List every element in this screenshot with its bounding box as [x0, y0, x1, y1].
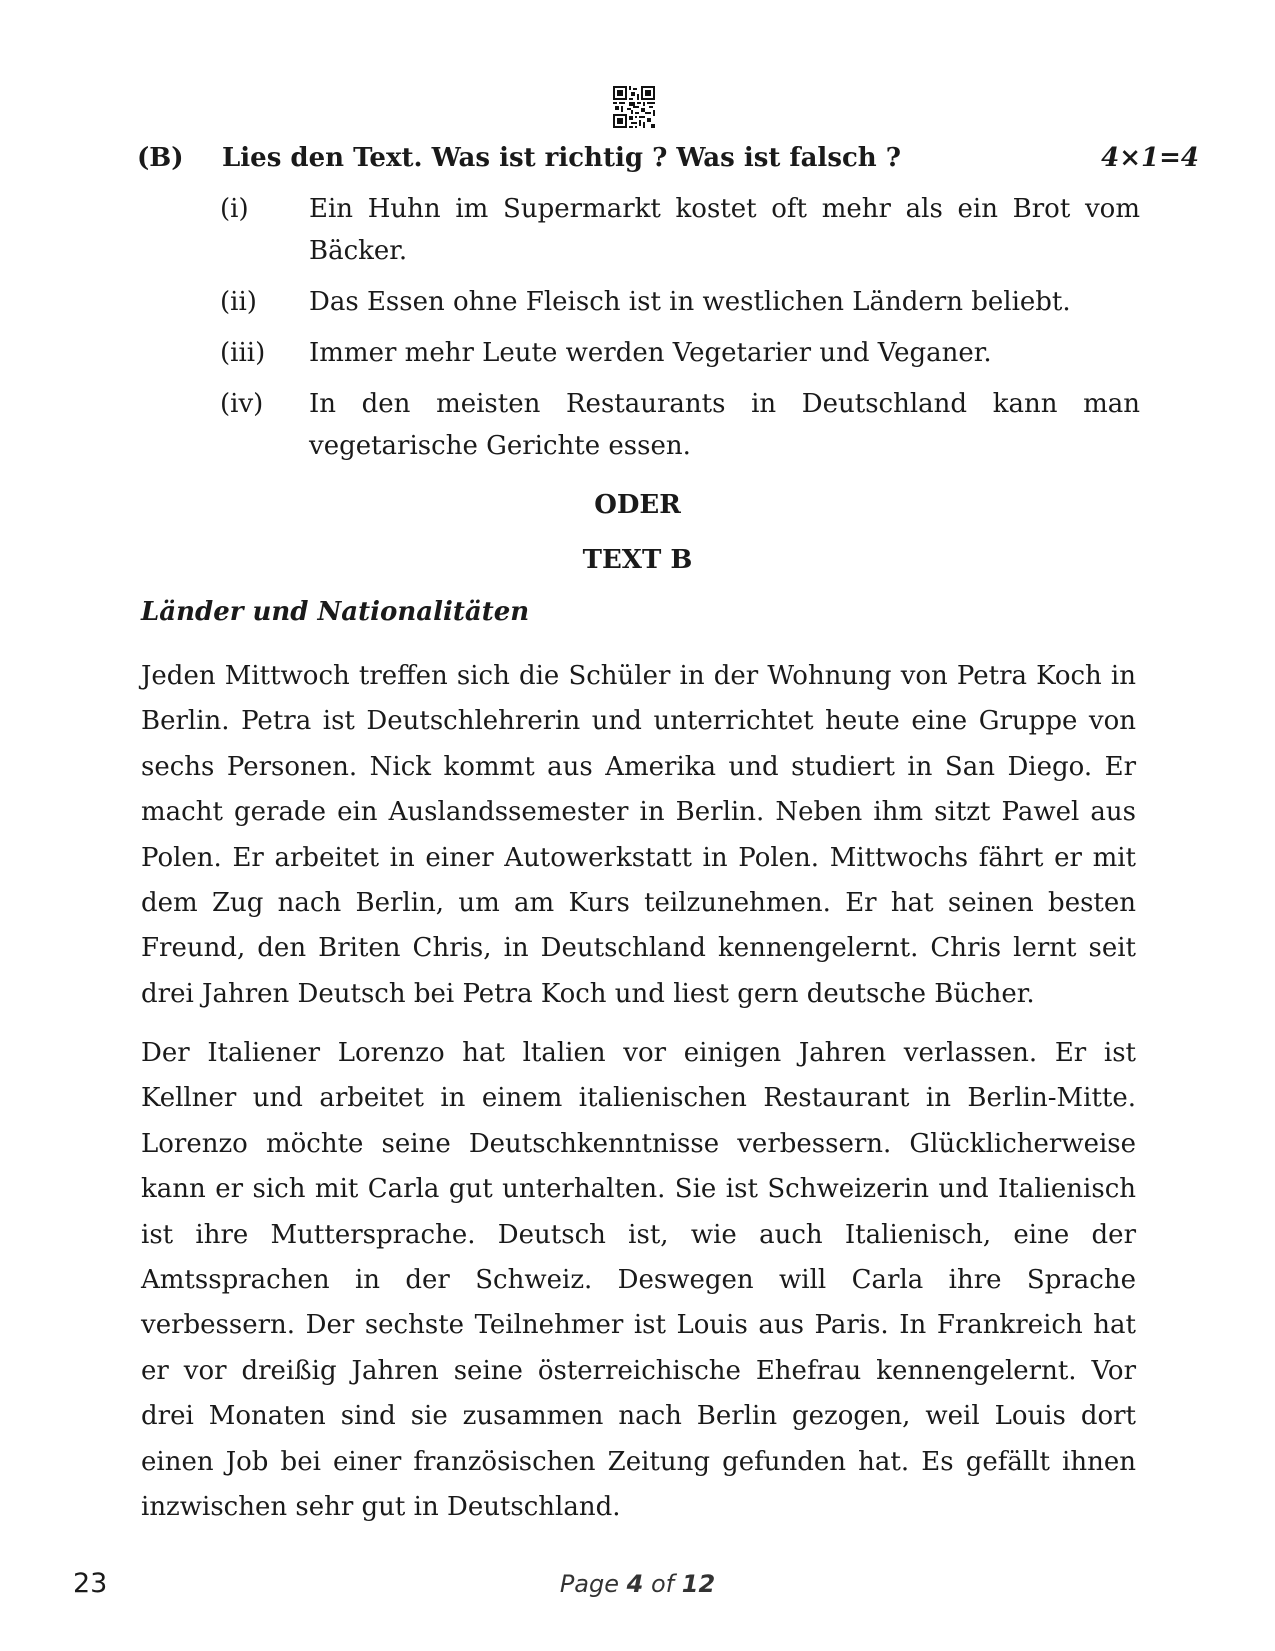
item-text: Immer mehr Leute werden Vegetarier und Veganer. — [309, 338, 992, 368]
marks-label: 4×1=4 — [1101, 143, 1199, 173]
page-current: 4 — [626, 1570, 644, 1598]
qr-code-icon — [613, 86, 655, 128]
page-total: 12 — [681, 1570, 716, 1598]
page-number — [0, 1568, 1275, 1600]
item-text: Das Essen ohne Fleisch ist in westlichen Ländern beliebt. — [309, 287, 1071, 317]
page-of: of — [650, 1570, 675, 1598]
text-title: Länder und Nationalitäten — [141, 597, 530, 627]
list-item — [220, 332, 1140, 374]
item-number: (ii) — [220, 287, 257, 317]
exam-code: 23 — [73, 1568, 108, 1599]
statement-list — [220, 188, 1140, 476]
item-number: (i) — [220, 194, 249, 224]
item-number: (iv) — [220, 389, 264, 419]
question-instruction: Lies den Text. Was ist richtig ? Was ist falsch ? — [222, 143, 901, 173]
oder-heading: ODER — [594, 490, 681, 520]
item-text: Ein Huhn im Supermarkt kostet oft mehr als ein Brot vom Bäcker. — [309, 194, 1140, 266]
list-item — [220, 383, 1140, 467]
item-text: In den meisten Restaurants in Deutschland kann man vegetarische Gerichte essen. — [309, 389, 1140, 461]
list-item — [220, 188, 1140, 272]
text-label-heading: TEXT B — [582, 545, 693, 575]
item-number: (iii) — [220, 338, 266, 368]
page-word: Page — [559, 1570, 619, 1598]
paragraph: Der Italiener Lorenzo hat ltalien vor einigen Jahren verlassen. Er ist Kellner und arbeitet in einem italienischen Restaurant in Berlin-Mitte. Lorenzo möchte seine Deutschkenntnisse verbessern. Glücklicherweise kann er sich mit Carla gut unterhalten. Sie ist Schweizerin und Italienisch ist ihre Muttersprache. Deutsch ist, wie auch Italienisch, eine der Amtssprachen in der Schweiz. Deswegen will Carla ihre Sprache verbessern. Der sechste Teilnehmer ist Louis aus Paris. In Frankreich hat er vor dreißig Jahren seine österreichische Ehefrau kennengelernt. Vor drei Monaten sind sie zusammen nach Berlin gezogen, weil Louis dort einen Job bei einer französischen Zeitung gefunden hat. Es gefällt ihnen inzwischen sehr gut in Deutschland. — [141, 1038, 1136, 1523]
section-letter: (B) — [137, 143, 184, 173]
list-item — [220, 281, 1140, 323]
paragraph: Jeden Mittwoch treffen sich die Schüler in der Wohnung von Petra Koch in Berlin. Petra ist Deutschlehrerin und unterrichtet heute eine Gruppe von sechs Personen. Nick kommt aus Amerika und studiert in San Diego. Er macht gerade ein Auslandssemester in Berlin. Neben ihm sitzt Pawel aus Polen. Er arbeitet in einer Autowerkstatt in Polen. Mittwochs fährt er mit dem Zug nach Berlin, um am Kurs teilzunehmen. Er hat seinen besten Freund, den Briten Chris, in Deutschland kennengelernt. Chris lernt seit drei Jahren Deutsch bei Petra Koch und liest gern deutsche Bücher. — [141, 661, 1136, 1009]
question-header — [137, 138, 1199, 178]
